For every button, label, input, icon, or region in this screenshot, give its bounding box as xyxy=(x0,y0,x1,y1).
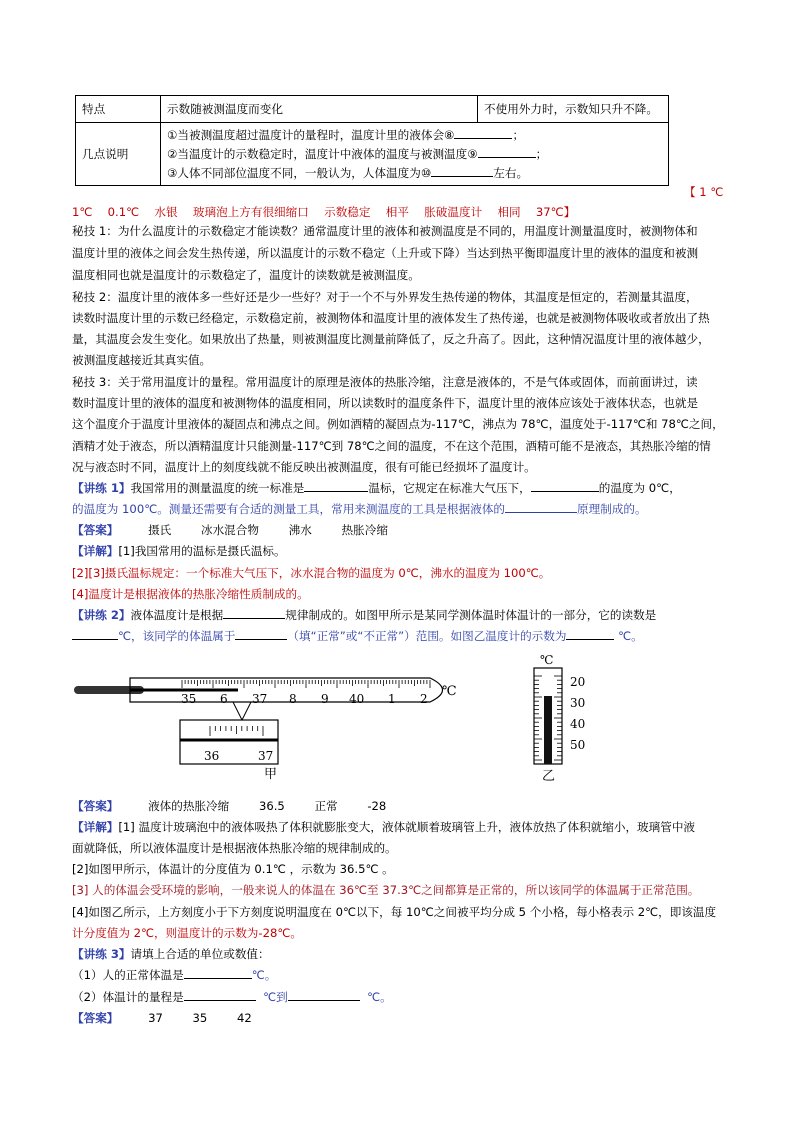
answer-value: 37 xyxy=(148,1011,163,1025)
note-item: ③人体不同部位温度不同，一般认为，人体温度为⑩ 左右。 xyxy=(167,165,529,180)
ex2-detail-4b: 计分度值为 2℃，则温度计的示数为-28℃。 xyxy=(72,926,302,940)
ex2-detail-4a: [4]如图乙所示，上方刻度小于下方刻度说明温度在 0℃以下，每 10℃之间被平均分成 5 个小格，每小格表示 2℃，即该温度 xyxy=(72,905,717,919)
answer-value: 液体的热胀冷缩 xyxy=(148,799,230,813)
answer-value: 36.5 xyxy=(258,799,285,813)
scale-label: 40 xyxy=(570,717,586,731)
unit-label: ℃ xyxy=(540,653,554,667)
tip3-line: 况与液态时不同，温度计上的刻度线就不能反映出被测温度，很有可能已经损坏了温度计。 xyxy=(72,460,536,474)
ex2-question-2: ℃，该同学的体温属于 （填“正常”或“不正常”）范围。如图乙温度计的示数为 ℃。 xyxy=(72,627,643,645)
ex2-detail: 【详解】[1] 温度计玻璃泡中的液体吸热了体积就膨胀变大，液体就顺着玻璃管上升，液体放热了体积就缩小，玻璃管中液 xyxy=(72,820,696,834)
scale-label: 9 xyxy=(321,692,329,706)
scale-label: 8 xyxy=(289,692,297,706)
summary-table xyxy=(75,95,669,186)
answer-value: 热胀冷缩 xyxy=(341,523,388,537)
answer-tag: 【答案】 xyxy=(72,523,119,537)
tip3-line: 秘技 3：关于常用温度计的量程。常用温度计的原理是液体的热胀冷缩，注意是液体的，不是气体或固体，而前面讲过，读 xyxy=(72,375,698,389)
tip1-line: 温度相同也就是温度计的示数稳定了，温度计的读数就是被测温度。 xyxy=(72,268,420,282)
ex3-question: 【讲练 3】请填上合适的单位或数值： xyxy=(72,947,270,961)
answer-value: -28 xyxy=(367,799,387,813)
zoom-label: 36 xyxy=(204,749,220,763)
scale-label: 20 xyxy=(570,675,586,689)
figure-clinical-thermometer xyxy=(70,662,470,782)
ex3-q1: （1）人的正常体温是 ℃。 xyxy=(72,968,277,982)
scale-label: 50 xyxy=(570,738,586,752)
answer-value: 冰水混合物 xyxy=(200,523,259,537)
answer-value: 35 xyxy=(192,1011,208,1025)
tip1-line: 温度计里的液体之间会发生热传递，所以温度计的示数不稳定（上升或下降）当达到热平衡即温度计里的液体的温度和被测 xyxy=(72,246,699,260)
row-label-features: 特点 xyxy=(76,96,161,123)
figure-caption: 乙 xyxy=(542,769,556,782)
ex3-answer xyxy=(72,1009,278,1027)
answer-value: 正常 xyxy=(314,799,338,813)
features-right: 不使用外力时，示数知只升不降。 xyxy=(478,96,669,123)
scale-label: 2 xyxy=(420,692,428,706)
tip3-line: 数时温度计里的液体的温度和被测物体的温度相同，所以读数时的温度条件下，温度计里的液体应该处于液体状态，也就是 xyxy=(72,396,699,410)
ex2-tag: 【讲练 2】 xyxy=(72,608,131,622)
zoom-label: 37 xyxy=(258,749,274,763)
ex2-detail-3: [3] 人的体温会受环境的影响，一般来说人的体温在 36℃至 37.3℃之间都算是正常的，所以该同学的体温属于正常范围。 xyxy=(72,883,700,897)
tip2-line: 量，其温度会发生变化。如果放出了热量，则被测温度比测量前降低了，反之升高了。因此，这种情况温度计里的液体越少， xyxy=(72,332,710,346)
tip3-line: 这个温度介于温度计里液体的凝固点和沸点之间。例如酒精的凝固点为-117℃，沸点为 78℃，温度处于-117℃和 78℃之间， xyxy=(72,417,724,431)
ex1-question-2: 的温度为 100℃。测量还需要有合适的测量工具，常用来测温度的工具是根据液体的 原理制成的。 xyxy=(72,502,647,516)
answer-tag: 【答案】 xyxy=(72,799,119,813)
ex2-detail-1b: 面就降低，所以液体温度计是根据液体热胀冷缩的规律制成的。 xyxy=(72,841,397,855)
note-item: ②当温度计的示数稳定时，温度计中液体的温度与被测温度⑨ ； xyxy=(167,146,548,161)
answer-value: 42 xyxy=(236,1011,252,1025)
answer-value: 沸水 xyxy=(288,523,312,537)
scale-label: 35 xyxy=(181,692,197,706)
detail-tag: 【详解】 xyxy=(72,820,119,834)
notes-cell xyxy=(161,123,669,186)
tip3-line: 酒精才处于液态，所以酒精温度计只能测量-117℃到 78℃之间的温度，不在这个范围，酒精可能不是液态，其热胀冷缩的情 xyxy=(72,439,711,453)
ex2-answer xyxy=(72,797,412,815)
ex1-answer xyxy=(72,521,414,539)
answer-tag: 【答案】 xyxy=(72,1011,119,1025)
tip1-line: 秘技 1：为什么温度计的示数稳定才能读数？通常温度计里的液体和被测温度是不同的，用温度计测量温度时，被测物体和 xyxy=(72,224,698,238)
tip2-line: 被测温度越接近其真实值。 xyxy=(72,353,212,367)
answers-bracket-start: 【 1 ℃ xyxy=(684,185,724,199)
scale-label: 6 xyxy=(220,692,228,706)
ex1-tag: 【讲练 1】 xyxy=(72,481,131,495)
tip2-line: 秘技 2：温度计里的液体多一些好还是少一些好？对于一个不与外界发生热传递的物体，其温度是恒定的，若测量其温度， xyxy=(72,290,698,304)
ex1-detail-3: [4]温度计是根据液体的热胀冷缩性质制成的。 xyxy=(72,587,309,601)
unit-label: ℃ xyxy=(442,684,457,699)
note-item: ①当被测温度超过温度计的量程时，温度计里的液体会⑧ ； xyxy=(167,127,525,142)
ex1-detail-2: [2][3]摄氏温标规定：一个标准大气压下，冰水混合物的温度为 0℃，沸水的温度为 100℃。 xyxy=(72,566,551,580)
scale-label: 30 xyxy=(570,696,586,710)
scale-label: 37 xyxy=(252,692,268,706)
ex1-detail: 【详解】[1]我国常用的温标是摄氏温标。 xyxy=(72,544,286,558)
ex1-question: 【讲练 1】我国常用的测量温度的统一标准是 温标，它规定在标准大气压下， 的温度为 0℃， xyxy=(72,481,681,495)
ex2-question: 【讲练 2】液体温度计是根据 规律制成的。如图甲所示是某同学测体温时体温计的一部分，它的读数是 xyxy=(72,608,657,622)
detail-tag: 【详解】 xyxy=(72,544,119,558)
row-label-notes: 几点说明 xyxy=(76,123,161,186)
scale-label: 1 xyxy=(388,692,396,706)
ex3-tag: 【讲练 3】 xyxy=(72,947,131,961)
ex3-q2: （2）体温计的量程是 ℃到 ℃。 xyxy=(72,990,392,1004)
liquid-column xyxy=(544,696,552,764)
answer-value: 摄氏 xyxy=(148,523,172,537)
scale-ticks xyxy=(182,680,430,688)
figure-lab-thermometer xyxy=(520,650,630,782)
tip2-line: 读数时温度计里的示数已经稳定，示数稳定前，被测物体和温度计里的液体发生了热传递，也就是被测物体吸收或者放出了热 xyxy=(72,311,710,325)
answers-bracket-list: 1℃ 0.1℃ 水银 玻璃泡上方有很细缩口 示数稳定 相平 胀破温度计 相同 37℃】 xyxy=(72,205,576,219)
zoom-pointer xyxy=(233,702,251,720)
ex2-detail-2: [2]如图甲所示，体温计的分度值为 0.1℃ ，示数为 36.5℃ 。 xyxy=(72,862,394,876)
figure-caption: 甲 xyxy=(264,767,278,782)
features-middle: 示数随被测温度而变化 xyxy=(161,96,478,123)
scale-label: 40 xyxy=(349,692,365,706)
